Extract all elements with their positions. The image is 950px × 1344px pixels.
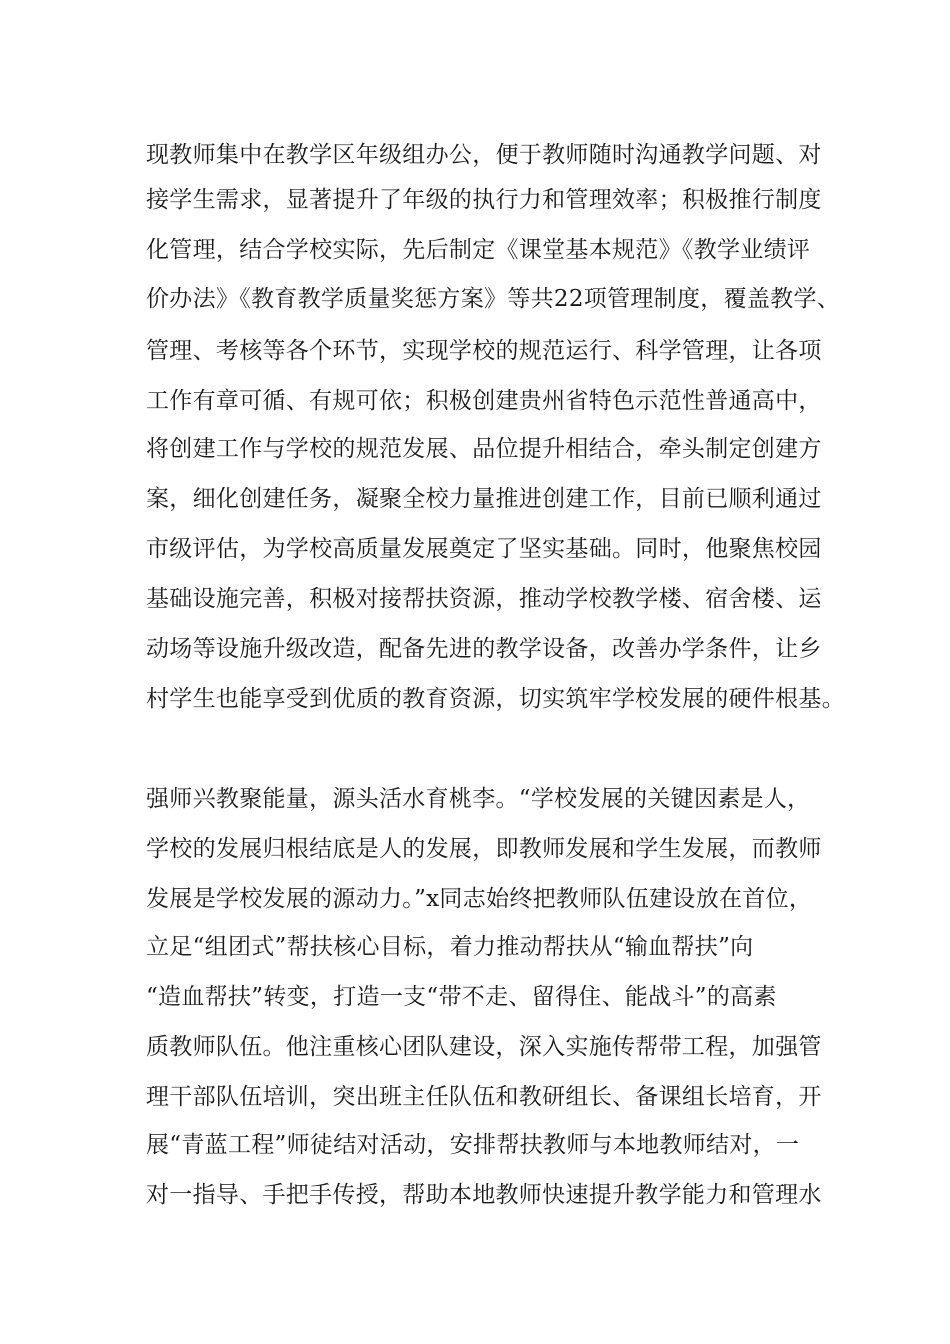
text-line: 将创建工作与学校的规范发展、品位提升相结合，牵头制定创建方	[146, 436, 822, 462]
text-line: 学校的发展归根结底是人的发展，即教师发展和学生发展，而教师	[146, 836, 822, 862]
text-line: 发展是学校发展的源动力。”x同志始终把教师队伍建设放在首位，	[146, 886, 813, 912]
text-line: 质教师队伍。他注重核心团队建设，深入实施传帮带工程，加强管	[146, 1034, 822, 1060]
text-line: 理干部队伍培训，突出班主任队伍和教研组长、备课组长培育，开	[146, 1084, 822, 1110]
text-line: 立足“组团式”帮扶核心目标，着力推动帮扶从“输血帮扶”向	[146, 934, 754, 960]
text-line: 村学生也能享受到优质的教育资源，切实筑牢学校发展的硬件根基。	[146, 686, 845, 712]
text-line: 基础设施完善，积极对接帮扶资源，推动学校教学楼、宿舍楼、运	[146, 586, 822, 612]
text-line: “造血帮扶”转变，打造一支“带不走、留得住、能战斗”的高素	[146, 984, 777, 1010]
text-line: 工作有章可循、有规可依；积极创建贵州省特色示范性普通高中，	[146, 388, 822, 414]
text-line: 接学生需求，显著提升了年级的执行力和管理效率；积极推行制度	[146, 187, 822, 213]
text-line: 展“青蓝工程”师徒结对活动，安排帮扶教师与本地教师结对，一	[146, 1132, 800, 1158]
text-line: 现教师集中在教学区年级组办公，便于教师随时沟通教学问题、对	[146, 142, 822, 168]
text-line: 化管理，结合学校实际，先后制定《课堂基本规范》《教学业绩评	[146, 237, 811, 263]
text-line: 对一指导、手把手传授，帮助本地教师快速提升教学能力和管理水	[146, 1182, 822, 1208]
text-line: 动场等设施升级改造，配备先进的教学设备，改善办学条件，让乡	[146, 636, 822, 662]
text-line: 案，细化创建任务，凝聚全校力量推进创建工作，目前已顺利通过	[146, 486, 822, 512]
text-line: 管理、考核等各个环节，实现学校的规范运行、科学管理，让各项	[146, 338, 822, 364]
text-line: 市级评估，为学校高质量发展奠定了坚实基础。同时，他聚焦校园	[146, 536, 822, 562]
text-line: 价办法》《教育教学质量奖惩方案》等共22项管理制度，覆盖教学、	[146, 286, 841, 312]
text-line: 强师兴教聚能量，源头活水育桃李。“学校发展的关键因素是人，	[146, 786, 811, 812]
